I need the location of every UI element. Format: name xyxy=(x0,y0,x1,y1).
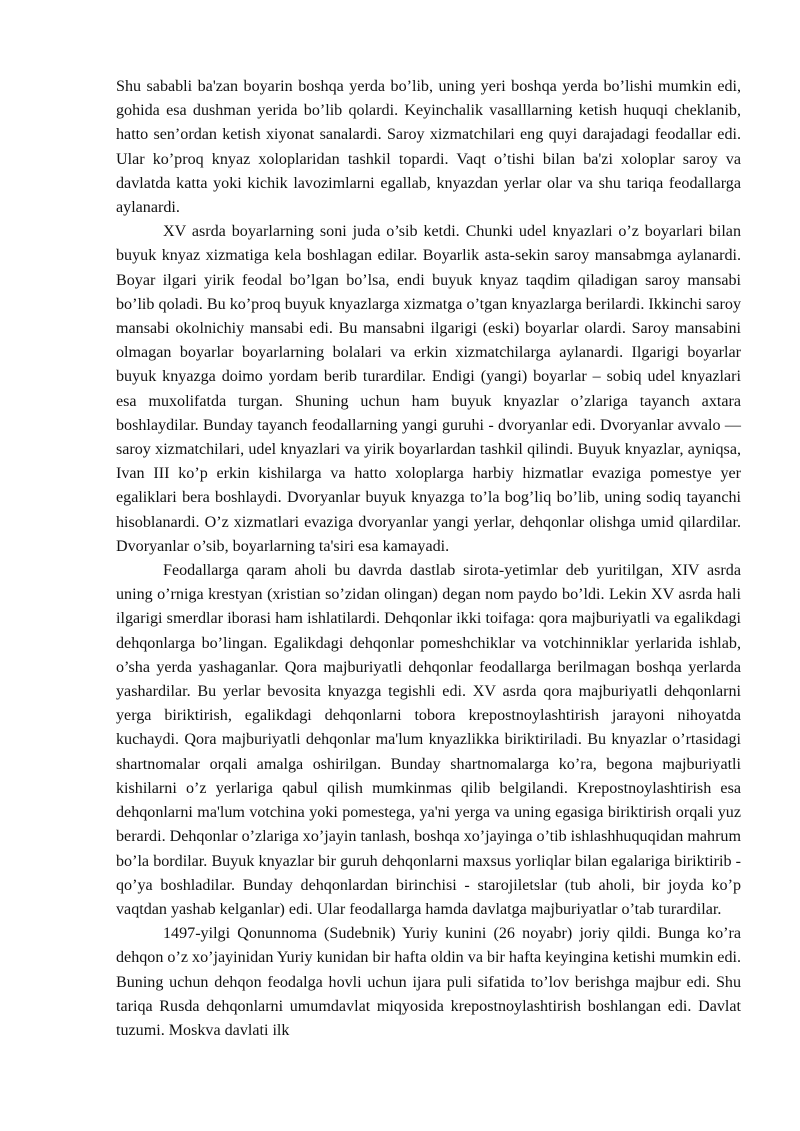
paragraph-1: Shu sababli ba'zan boyarin boshqa yerda bo’lib, uning yeri boshqa yerda bo’lishi mumkin edi, gohida esa dushman yerida bo’lib qolardi. Keyinchalik vasalllarning ketish huquqi cheklanib, hatto sen’ordan ketish xiyonat sanalardi. Saroy xizmatchilari eng quyi darajadagi feodallar edi. Ular ko’proq knyaz xoloplaridan tashkil topardi. Vaqt o’tishi bilan ba'zi xoloplar saroy va davlatda katta yoki kichik lavozimlarni egallab, knyazdan yerlar olar va shu tariqa feodallarga aylanardi. xyxy=(116,78,741,217)
document-page xyxy=(116,75,741,1043)
paragraph-4: 1497-yilgi Qonunnoma (Sudebnik) Yuriy kunini (26 noyabr) joriy qildi. Bunga ko’ra dehqon o’z xo’jayinidan Yuriy kunidan bir hafta oldin va bir hafta keyingina ketishi mumkin edi. Buning uchun dehqon feodalga hovli uchun ijara puli sifatida to’lov berishga majbur edi. Shu tariqa Rusda dehqonlarni umumdavlat miqyosida krepostnoylashtirish boshlangan edi. Davlat tuzumi. Moskva davlati ilk xyxy=(116,925,741,1039)
paragraph-2: XV asrda boyarlarning soni juda o’sib ketdi. Chunki udel knyazlari o’z boyarlari bilan buyuk knyaz xizmatiga kela boshlagan edilar. Boyarlik asta-sekin saroy mansabmga aylanardi. Boyar ilgari yirik feodal bo’lgan bo’lsa, endi buyuk knyaz taqdim qiladigan saroy mansabi bo’lib qoladi. Bu ko’proq buyuk knyazlarga xizmatga o’tgan knyazlarga berilardi. Ikkinchi saroy mansabi okolnichiy mansabi edi. Bu mansabni ilgarigi (eski) boyarlar olardi. Saroy mansabini olmagan boyarlar boyarlarning bolalari va erkin xizmatchilarga aylanardi. Ilgarigi boyarlar buyuk knyazga doimo yordam berib turardilar. Endigi (yangi) boyarlar – sobiq udel knyazlari esa muxolifatda turgan. Shuning uchun ham buyuk knyazlar o’zlariga tayanch axtara boshlaydilar. Bunday tayanch feodallarning yangi guruhi - dvoryanlar edi. Dvoryanlar avvalo —saroy xizmatchilari, udel knyazlari va yirik boyarlardan tashkil qilindi. Buyuk knyazlar, ayniqsa, Ivan III ko’p erkin kishilarga va hatto xoloplarga harbiy hizmatlar evaziga pomestye yer egaliklari bera boshlaydi. Dvoryanlar buyuk knyazga to’la bog’liq bo’lib, uning sodiq tayanchi hisoblanardi. O’z xizmatlari evaziga dvoryanlar yangi yerlar, dehqonlar olishga umid qilardilar. Dvoryanlar o’sib, boyarlarning ta'siri esa kamayadi. xyxy=(116,223,741,555)
paragraph-3: Feodallarga qaram aholi bu davrda dastlab sirota-yetimlar deb yuritilgan, XIV asrda uning o’rniga krestyan (xristian so’zidan olingan) degan nom paydo bo’ldi. Lekin XV asrda hali ilgarigi smerdlar iborasi ham ishlatilardi. Dehqonlar ikki toifaga: qora majburiyatli va egalikdagi dehqonlarga bo’lingan. Egalikdagi dehqonlar pomeshchiklar va votchinniklar yerlarida ishlab, o’sha yerda yashaganlar. Qora majburiyatli dehqonlar feodallarga berilmagan boshqa yerlarda yashardilar. Bu yerlar bevosita knyazga tegishli edi. XV asrda qora majburiyatli dehqonlarni yerga biriktirish, egalikdagi dehqonlarni tobora krepostnoylashtirish jarayoni nihoyatda kuchaydi. Qora majburiyatli dehqonlar ma'lum knyazlikka biriktiriladi. Bu knyazlar o’rtasidagi shartnomalar orqali amalga oshirilgan. Bunday shartnomalarga ko’ra, begona majburiyatli kishilarni o’z yerlariga qabul qilish mumkinmas qilib belgilandi. Krepostnoylashtirish esa dehqonlarni ma'lum votchina yoki pomestega, ya'ni yerga va uning egasiga biriktirish orqali yuz berardi. Dehqonlar o’zlariga xo’jayin tanlash, boshqa xo’jayinga o’tib ishlashhuquqidan mahrum bo’la bordilar. Buyuk knyazlar bir guruh dehqonlarni maxsus yorliqlar bilan egalariga biriktirib - qo’ya boshladilar. Bunday dehqonlardan birinchisi - starojiletslar (tub aholi, bir joyda ko’p vaqtdan yashab kelganlar) edi. Ular feodallarga hamda davlatga majburiyatlar o’tab turardilar. xyxy=(116,562,741,918)
